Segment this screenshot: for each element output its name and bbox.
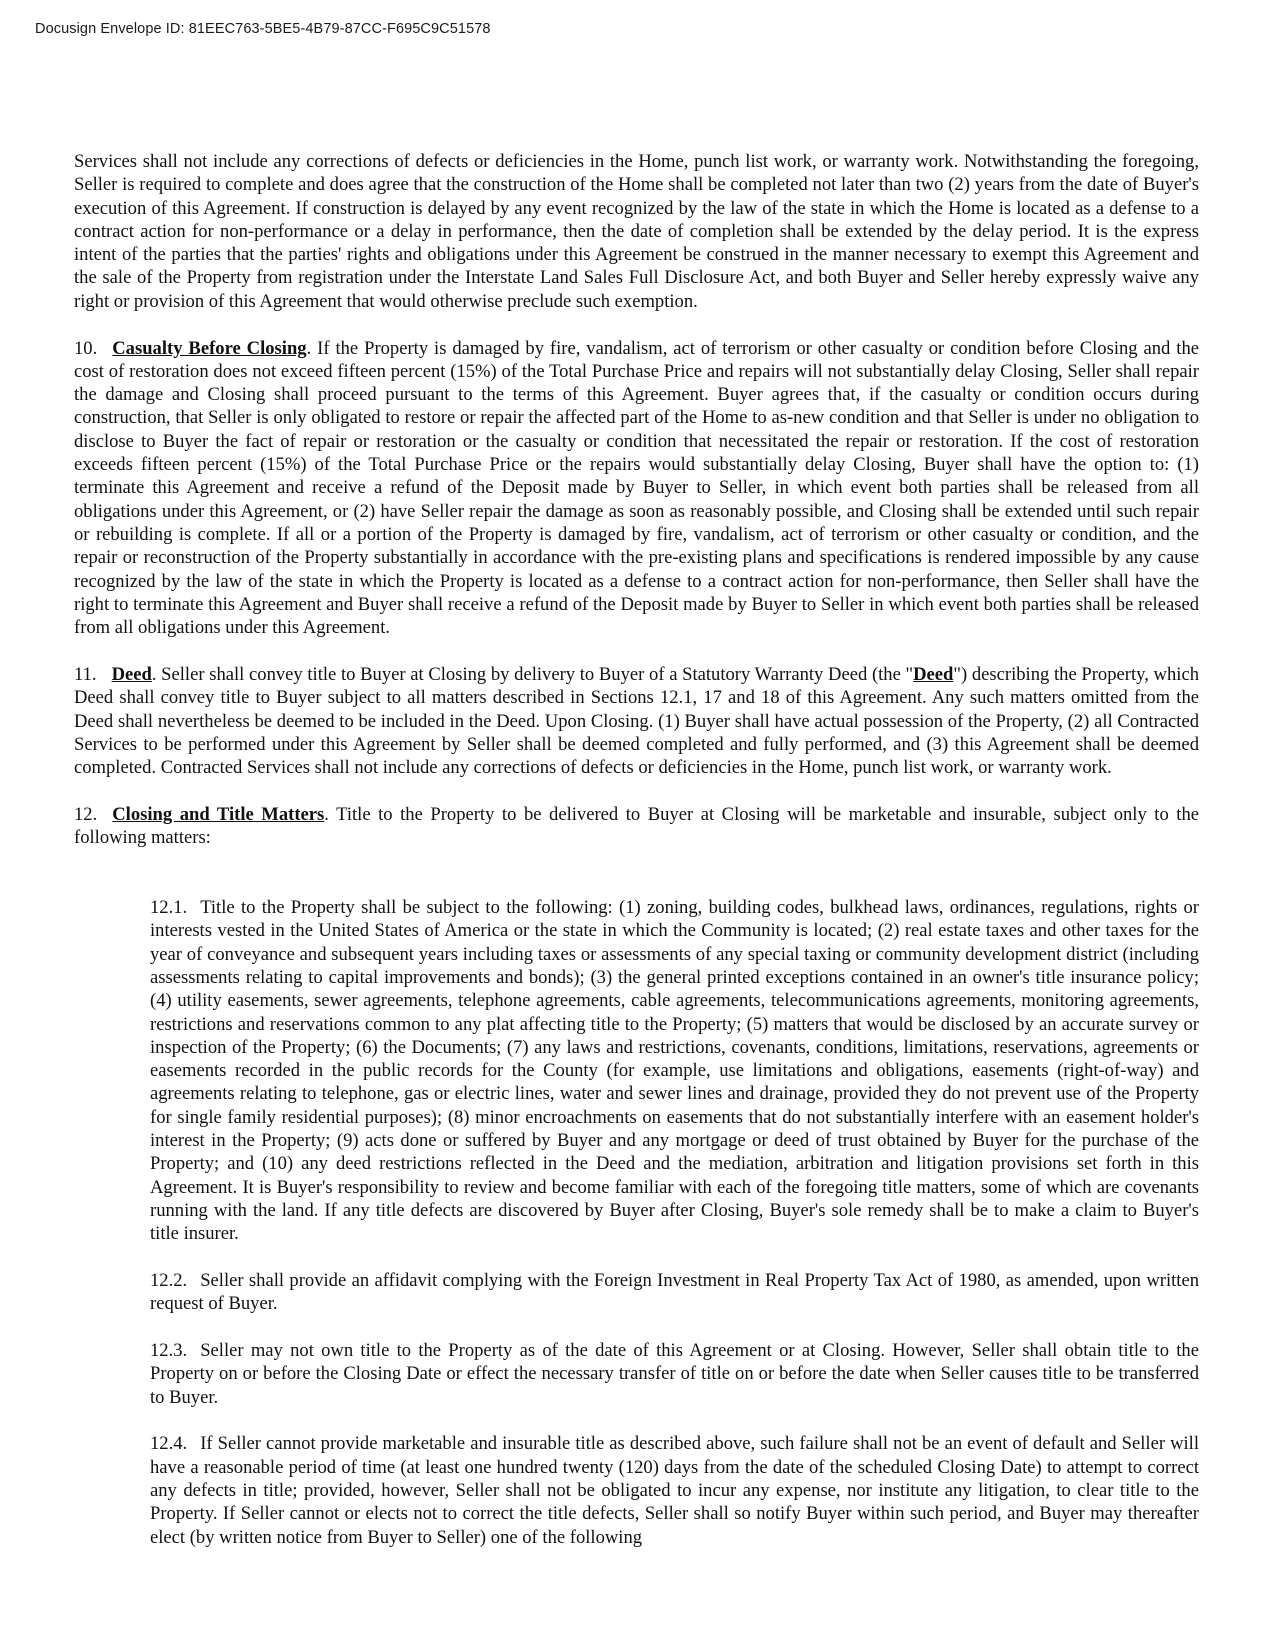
subsection-12-1 xyxy=(150,896,1199,1245)
document-body xyxy=(74,150,1199,1572)
subsection-text: If Seller cannot provide marketable and insurable title as described above, such failure shall not be an event of default and Seller will have a reasonable period of time (at least one hundred twenty (120) days from the date of the scheduled Closing Date) to attempt to correct any defects in title; provided, however, Seller shall not be obligated to incur any expense, nor institute any litigation, to clear title to the Property. If Seller cannot or elects not to correct the title defects, Seller shall so notify Buyer within such period, and Buyer may thereafter elect (by written notice from Buyer to Seller) one of the following xyxy=(150,1433,1199,1548)
section-heading: Closing and Title Matters xyxy=(112,803,325,825)
section-heading: Deed xyxy=(111,663,152,685)
subsection-number: 12.4. xyxy=(150,1433,188,1455)
defined-term-deed: Deed xyxy=(913,663,954,685)
subsection-text: Seller may not own title to the Property as of the date of this Agreement or at Closing. However, Seller shall obtain title to the Property on or before the Closing Date or effect the necessary transfer of title on or before the date when Seller causes title to be transferred to Buyer. xyxy=(150,1340,1199,1408)
section-10-casualty-before-closing xyxy=(74,337,1199,640)
subsection-text: Title to the Property shall be subject to the following: (1) zoning, building codes, bulkhead laws, ordinances, regulations, rights or interests vested in the United States of America or the state in which the Community is located; (2) real estate taxes and other taxes for the year of conveyance and subsequent years including taxes or assessments of any special taxing or community development district (including assessments relating to capital improvements and bonds); (3) the general printed exceptions contained in an owner's title insurance policy; (4) utility easements, sewer agreements, telephone agreements, cable agreements, telecommunications agreements, monitoring agreements, restrictions and reservations common to any plat affecting title to the Property; (5) matters that would be disclosed by an accurate survey or inspection of the Property; (6) the Documents; (7) any laws and restrictions, covenants, conditions, limitations, reservations, agreements or easements recorded in the public records for the County (for example, use limitations and obligations, easements (right-of-way) and agreements relating to telephone, gas or electric lines, water and sewer lines and drainage, provided they do not prevent use of the Property for single family residential purposes); (8) minor encroachments on easements that do not substantially interfere with an easement holder's interest in the Property; (9) acts done or suffered by Buyer and any mortgage or deed of trust obtained by Buyer for the purchase of the Property; and (10) any deed restrictions reflected in the Deed and the mediation, arbitration and litigation provisions set forth in this Agreement. It is Buyer's responsibility to review and become familiar with each of the foregoing title matters, some of which are covenants running with the land. If any title defects are discovered by Buyer after Closing, Buyer's sole remedy shall be to make a claim to Buyer's title insurer. xyxy=(150,897,1199,1245)
section-heading: Casualty Before Closing xyxy=(112,337,307,359)
subsection-text: Seller shall provide an affidavit complying with the Foreign Investment in Real Property Tax Act of 1980, as amended, upon written request of Buyer. xyxy=(150,1269,1199,1315)
subsection-12-3 xyxy=(150,1339,1199,1409)
docusign-envelope-id: Docusign Envelope ID: 81EEC763-5BE5-4B79-87CC-F695C9C51578 xyxy=(35,21,491,37)
section-number: 12. xyxy=(74,803,98,825)
subsection-12-2 xyxy=(150,1269,1199,1316)
section-text-after: ") describing the Property, which Deed shall convey title to Buyer subject to all matters described in Sections 12.1, 17 and 18 of this Agreement. Any such matters omitted from the Deed shall nevertheless be deemed to be included in the Deed. Upon Closing. (1) Buyer shall have actual possession of the Property, (2) all Contracted Services to be performed under this Agreement by Seller shall be deemed completed and fully performed, and (3) this Agreement shall be deemed completed. Contracted Services shall not include any corrections of defects or deficiencies in the Home, punch list work, or warranty work. xyxy=(74,663,1199,779)
section-12-closing-and-title-matters xyxy=(74,803,1199,850)
section-text-before: . Seller shall convey title to Buyer at Closing by delivery to Buyer of a Statutory Warranty Deed (the " xyxy=(151,663,914,685)
spacer xyxy=(74,873,1199,896)
subsection-number: 12.2. xyxy=(150,1269,188,1291)
section-text: . If the Property is damaged by fire, vandalism, act of terrorism or other casualty or condition before Closing and the cost of restoration does not exceed fifteen percent (15%) of the Total Purchase Price and repairs will not substantially delay Closing, Seller shall repair the damage and Closing shall proceed pursuant to the terms of this Agreement. Buyer agrees that, if the casualty or condition occurs during construction, that Seller is only obligated to restore or repair the affected part of the Home to as-new condition and that Seller is under no obligation to disclose to Buyer the fact of repair or restoration or the casualty or condition that necessitated the repair or restoration. If the cost of restoration exceeds fifteen percent (15%) of the Total Purchase Price or the repairs would substantially delay Closing, Buyer shall have the option to: (1) terminate this Agreement and receive a refund of the Deposit made by Buyer to Seller, in which event both parties shall be released from all obligations under this Agreement, or (2) have Seller repair the damage as soon as reasonably possible, and Closing shall be extended until such repair or rebuilding is complete. If all or a portion of the Property is damaged by fire, vandalism, act of terrorism or other casualty or condition, and the repair or reconstruction of the Property substantially in accordance with the pre-existing plans and specifications is rendered impossible by any cause recognized by the law of the state in which the Property is located as a defense to a contract action for non-performance, then Seller shall have the right to terminate this Agreement and Buyer shall receive a refund of the Deposit made by Buyer to Seller in which event both parties shall be released from all obligations under this Agreement. xyxy=(74,337,1199,639)
continuation-paragraph: Services shall not include any corrections of defects or deficiencies in the Home, punch list work, or warranty work. Notwithstanding the foregoing, Seller is required to complete and does agree that the construction of the Home shall be completed not later than two (2) years from the date of Buyer's execution of this Agreement. If construction is delayed by any event recognized by the law of the state in which the Home is located as a defense to a contract action for non-performance or a delay in performance, then the date of completion shall be extended by the delay period. It is the express intent of the parties that the parties' rights and obligations under this Agreement be construed in the manner necessary to exempt this Agreement and the sale of the Property from registration under the Interstate Land Sales Full Disclosure Act, and both Buyer and Seller hereby expressly waive any right or provision of this Agreement that would otherwise preclude such exemption. xyxy=(74,151,1199,312)
subsection-number: 12.3. xyxy=(150,1340,188,1362)
section-number: 10. xyxy=(74,337,98,359)
section-11-deed xyxy=(74,663,1199,779)
section-text: . Title to the Property to be delivered to Buyer at Closing will be marketable and insurable, subject only to the following matters: xyxy=(74,803,1199,849)
section-number: 11. xyxy=(74,663,97,685)
subsection-12-4 xyxy=(150,1432,1199,1548)
subsection-number: 12.1. xyxy=(150,897,188,919)
